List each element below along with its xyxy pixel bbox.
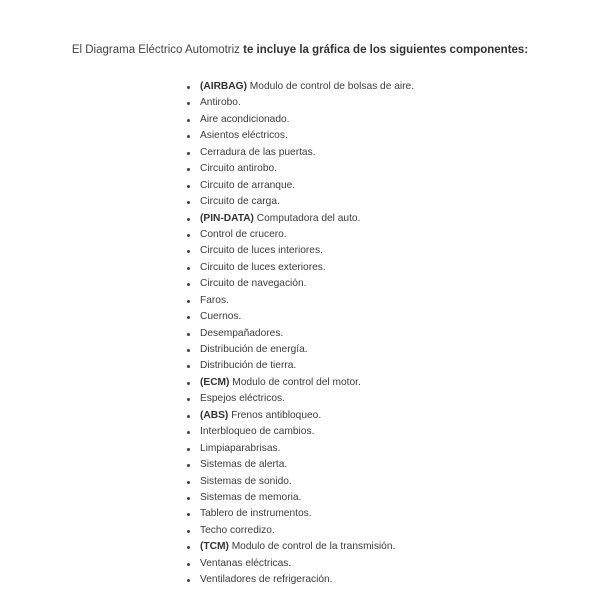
list-item: [180, 194, 414, 210]
list-item: [180, 572, 414, 588]
list-item: [180, 128, 414, 144]
list-item-text: Ventanas eléctricas.: [200, 557, 292, 569]
list-item-text: Distribución de tierra.: [200, 360, 297, 372]
bullet-icon: [187, 563, 190, 566]
bullet-icon: [187, 218, 190, 221]
list-item-abbreviation: (AIRBAG): [200, 81, 247, 92]
list-item: [180, 112, 414, 128]
list-item: [180, 408, 414, 424]
intro-heading-bold: te incluye la gráfica de los siguientes componentes:: [243, 44, 529, 56]
list-item-text: Circuito de luces exteriores.: [200, 261, 326, 273]
bullet-icon: [187, 415, 190, 418]
bullet-icon: [187, 349, 190, 352]
bullet-icon: [187, 316, 190, 319]
list-item-text: Circuito de luces interiores.: [200, 245, 323, 257]
bullet-icon: [187, 513, 190, 516]
list-item: [180, 178, 414, 194]
bullet-icon: [187, 168, 190, 171]
intro-heading-normal: El Diagrama Eléctrico Automotriz: [71, 44, 244, 56]
list-item: [180, 145, 414, 161]
list-item: [180, 342, 414, 358]
list-item: [180, 556, 414, 572]
bullet-icon: [187, 135, 190, 138]
list-item: [180, 474, 414, 490]
intro-heading: [40, 42, 560, 58]
list-item: [180, 293, 414, 309]
bullet-icon: [187, 431, 190, 434]
list-item-text: Distribución de energía.: [200, 344, 308, 355]
bullet-icon: [187, 546, 190, 549]
bullet-icon: [187, 267, 190, 270]
component-list: [180, 79, 414, 589]
list-item-text: Modulo de control de bolsas de aire.: [246, 81, 415, 92]
list-item: [180, 490, 414, 506]
list-item: [180, 391, 414, 407]
bullet-icon: [187, 86, 190, 89]
list-item: [180, 457, 414, 473]
list-item: [180, 243, 414, 259]
list-item-text: Circuito de carga.: [200, 196, 280, 208]
list-item: [180, 161, 414, 177]
bullet-icon: [187, 152, 190, 155]
list-item-abbreviation: (ABS): [200, 409, 229, 421]
bullet-icon: [187, 448, 190, 451]
bullet-icon: [187, 119, 190, 122]
list-item-text: Computadora del auto.: [253, 212, 361, 224]
list-item: [180, 79, 414, 95]
list-item-text: Modulo de control de la transmisión.: [228, 541, 396, 553]
list-item: [180, 227, 414, 243]
list-item: [180, 95, 414, 111]
list-item-text: Desempañadores.: [200, 327, 284, 339]
bullet-icon: [187, 464, 190, 467]
bullet-icon: [187, 250, 190, 253]
bullet-icon: [187, 382, 190, 385]
list-item-text: Espejos eléctricos.: [200, 393, 285, 405]
list-item-text: Circuito de navegación.: [200, 278, 307, 290]
list-item-text: Aire acondicionado.: [200, 113, 290, 125]
bullet-icon: [187, 481, 190, 484]
list-item-text: Limpiaparabrisas.: [200, 442, 281, 454]
list-item-text: Sistemas de sonido.: [200, 475, 292, 487]
list-item-abbreviation: (ECM): [200, 376, 230, 388]
list-item: [180, 375, 414, 391]
list-item: [180, 539, 414, 555]
bullet-icon: [187, 300, 190, 303]
bullet-icon: [187, 201, 190, 204]
bullet-icon: [187, 185, 190, 188]
list-item-text: Frenos antibloqueo.: [228, 409, 322, 421]
list-item-abbreviation: (PIN-DATA): [200, 212, 254, 224]
bullet-icon: [187, 234, 190, 237]
list-item: [180, 309, 414, 325]
bullet-icon: [187, 102, 190, 105]
list-item: [180, 276, 414, 292]
bullet-icon: [187, 579, 190, 582]
list-item-text: Ventiladores de refrigeración.: [200, 574, 333, 586]
bullet-icon: [187, 398, 190, 401]
bullet-icon: [187, 365, 190, 368]
list-item: [180, 211, 414, 227]
bullet-icon: [187, 333, 190, 336]
list-item-text: Circuito de arranque.: [200, 179, 296, 191]
list-item-text: Cuernos.: [200, 311, 242, 323]
list-item: [180, 523, 414, 539]
list-item-text: Interbloqueo de cambios.: [200, 426, 315, 438]
list-item-text: Sistemas de alerta.: [200, 459, 288, 471]
list-item: [180, 326, 414, 342]
list-item: [180, 260, 414, 276]
bullet-icon: [187, 497, 190, 500]
list-item-text: Antirobo.: [200, 97, 241, 109]
list-item-text: Control de crucero.: [200, 228, 287, 240]
list-item-text: Tablero de instrumentos.: [200, 508, 312, 520]
list-item-text: Asientos eléctricos.: [200, 130, 288, 142]
list-item: [180, 358, 414, 374]
list-item-text: Faros.: [200, 294, 229, 306]
list-item-text: Cerradura de las puertas.: [200, 146, 316, 158]
bullet-icon: [187, 530, 190, 533]
list-item: [180, 441, 414, 457]
list-item-text: Sistemas de memoria.: [200, 491, 302, 503]
list-item-abbreviation: (TCM): [200, 541, 229, 553]
list-item: [180, 506, 414, 522]
list-item-text: Modulo de control del motor.: [229, 376, 361, 388]
bullet-icon: [187, 283, 190, 286]
list-item-text: Techo corredizo.: [200, 524, 275, 536]
list-item: [180, 424, 414, 440]
list-item-text: Circuito antirobo.: [200, 163, 278, 175]
